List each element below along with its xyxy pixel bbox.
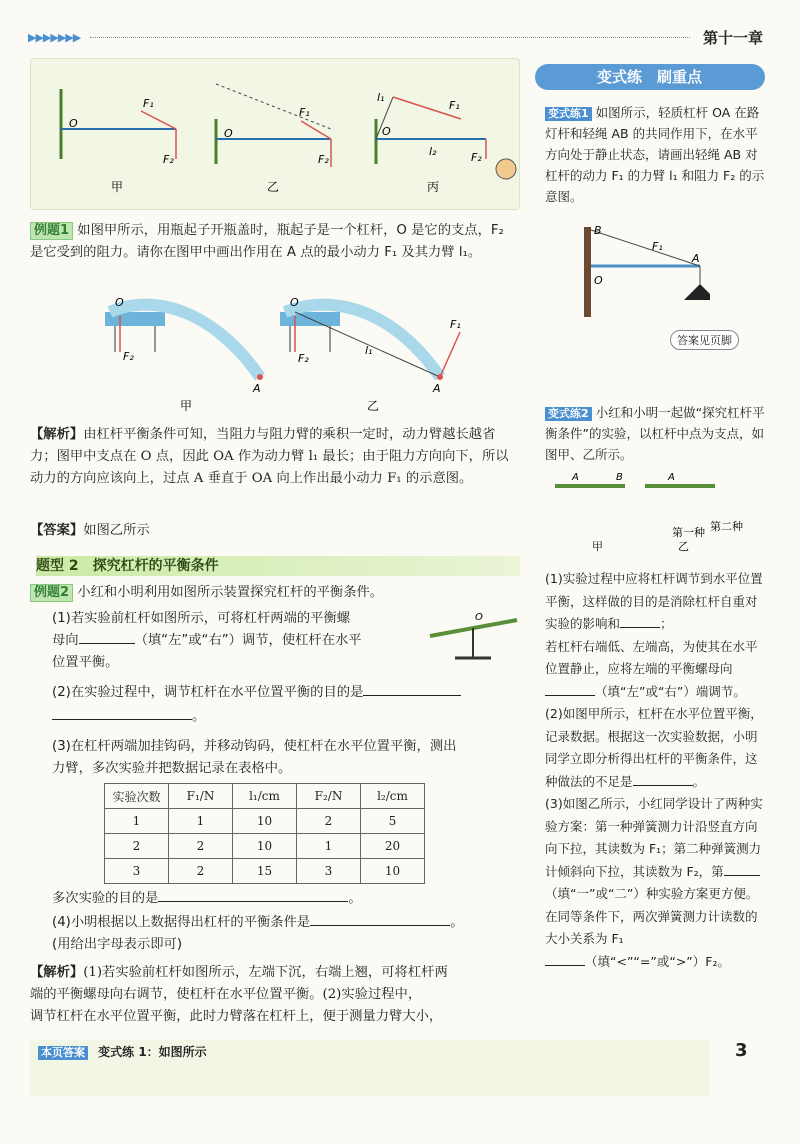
example-tag: 例题1 (30, 222, 73, 240)
answer-blank-3[interactable] (158, 901, 348, 902)
page-answer-tag: 本页答案 (38, 1046, 88, 1060)
svg-text:F₁: F₁ (450, 318, 461, 331)
fig-label-jia: 甲 (111, 180, 124, 194)
answer-blank-1[interactable] (79, 643, 135, 644)
svg-text:B: B (594, 224, 602, 237)
variant-2-questions: (1)实验过程中应将杠杆调节到水平位置平衡，这样做的目的是消除杠杆自重对实验的影响和 ； 若杠杆右端低、左端高，为使其在水平位置静止，应将左端的平衡螺母向 （填“左”或“右”）端调节。 (2)如图甲所示，杠杆在水平位置平衡，记录数据。根据这一次实验数据，小明同学立即分析得出杠杆的平衡条件，这种做法的不足是 。 (3)如图乙所示，小红同学设计了两种实验方案：第一种弹簧测力计沿竖直方向向下拉，其读数为 F₁；第二种弹簧测力计倾斜向下拉，其读数为 F₂，第（填“一”或“二”）种实验方案更方便。在同等条件下，两次弹簧测力计读数的大小关系为 F₁ （填“<”“=”或“>”）F₂。 (545, 571, 763, 969)
svg-text:甲: 甲 (592, 540, 603, 553)
fig-f2-label-3: F₂ (471, 151, 482, 164)
see-answer-button[interactable]: 答案见页脚 (670, 330, 739, 350)
variant-tag-1: 变式练1 (545, 107, 592, 121)
answer-1: 【答案】如图乙所示 (30, 523, 150, 538)
variant-blank-1[interactable] (620, 627, 660, 628)
analysis-1 (30, 424, 520, 490)
example-tag-2: 例题2 (30, 584, 73, 602)
fig-f1-label-3: F₁ (449, 99, 460, 112)
lever-figure-svg (31, 59, 519, 209)
svg-text:F₂: F₂ (123, 350, 134, 363)
header-arrows: ▶▶▶▶▶▶▶ (28, 31, 81, 44)
question-2-cont: 。 (52, 706, 205, 728)
svg-text:F₂: F₂ (298, 352, 309, 365)
answer-tag: 【答案】 (30, 523, 84, 538)
question-3-purpose: 多次实验的目的是 。 (52, 891, 362, 906)
svg-text:O: O (290, 296, 299, 309)
svg-text:第一种: 第一种 (672, 526, 705, 539)
variant-1: 变式练1 如图所示，轻质杠杆 OA 在路灯杆和轻绳 AB 的共同作用下，在水平方向处于静止状态，请画出轻绳 AB 对杠杆的动力 F₁ 的力臂 l₁ 和阻力 F₂ 的示意图。 (545, 105, 765, 204)
svg-text:A: A (572, 472, 579, 483)
fig-label-bing: 丙 (427, 180, 440, 194)
svg-text:A: A (253, 382, 261, 395)
variant-2: 变式练2 小红和小明一起做“探究杠杆平衡条件”的实验，以杠杆中点为支点，如图甲、乙所示。 (545, 405, 765, 462)
example-2: 例题2 小红和小明利用如图所示装置探究杠杆的平衡条件。 (30, 582, 520, 604)
variant-blank-5[interactable] (545, 965, 585, 966)
fig-f2-label-2: F₂ (318, 153, 329, 166)
variant-blank-4[interactable] (724, 875, 760, 876)
example-1 (30, 220, 520, 264)
svg-text:乙: 乙 (678, 540, 689, 553)
fig-o-label-2: O (224, 127, 233, 140)
svg-text:乙: 乙 (367, 399, 380, 413)
section-title-type2: 题型 2 探究杠杆的平衡条件 (36, 556, 520, 576)
fig-l2-label: l₂ (429, 145, 437, 158)
fig-f2-label: F₂ (163, 153, 174, 166)
fig-o-label-3: O (382, 125, 391, 138)
fig-l1-label: l₁ (377, 91, 385, 104)
svg-text:F₁: F₁ (652, 240, 663, 253)
svg-text:O: O (115, 296, 124, 309)
answer-blank-4[interactable] (310, 925, 450, 926)
table-row: 2 2 10 1 20 (105, 834, 425, 859)
example-1-text: 如图甲所示，用瓶起子开瓶盖时，瓶起子是一个杠杆，O 是它的支点，F₂ 是它受到的阻力。请你在图甲中画出作用在 A 点的最小动力 F₁ 及其力臂 l₁。 (30, 223, 504, 260)
table-row: 1 1 10 2 5 (105, 809, 425, 834)
data-table: 实验次数 F₁/N l₁/cm F₂/N l₂/cm 1 1 10 2 5 2 2 10 1 20 3 2 15 3 10 (104, 783, 425, 884)
variant-tag-2: 变式练2 (545, 407, 592, 421)
svg-text:B: B (616, 472, 623, 483)
variant-practice-title: 变式练 刷重点 (535, 64, 765, 90)
lever-figure-top (30, 58, 520, 210)
lever-stand-figure (425, 608, 520, 663)
header-divider (90, 37, 690, 38)
fig-f1-label: F₁ (143, 97, 154, 110)
analysis-1-text: 由杠杆平衡条件可知，当阻力与阻力臂的乘积一定时，动力臂越长越省力；图甲中支点在 O 点，因此 OA 作为动力臂 l₁ 最长；由于阻力方向向下，所以动力的方向应该向上，过点 A 垂直于 OA 向上作出最小动力 F₁ 的示意图。 (30, 427, 509, 486)
svg-text:O: O (475, 612, 483, 623)
fig-label-yi: 乙 (267, 180, 280, 194)
svg-text:A: A (692, 252, 700, 265)
svg-text:第二种: 第二种 (710, 520, 743, 533)
svg-text:A: A (433, 382, 441, 395)
svg-text:l₁: l₁ (365, 344, 373, 357)
question-4: (4)小明根据以上数据得出杠杆的平衡条件是 。 (用给出字母表示即可) (52, 915, 464, 952)
svg-text:A: A (668, 472, 675, 483)
fig-o-label: O (69, 117, 78, 130)
page-answer-bar: 本页答案 变式练 1：如图所示 (30, 1040, 710, 1096)
variant-blank-2[interactable] (545, 695, 595, 696)
answer-blank-2[interactable] (363, 695, 461, 696)
answer-blank-2b[interactable] (52, 719, 192, 720)
question-1: (1)若实验前杠杆如图所示，可将杠杆两端的平衡螺 母向 （填“左”或“右”）调节，使杠杆在水平 位置平衡。 (52, 611, 362, 670)
analysis-tag: 【解析】 (30, 427, 84, 442)
table-row: 3 2 15 3 10 (105, 859, 425, 884)
variant-blank-3[interactable] (633, 785, 693, 786)
chapter-title: 第十一章 (703, 29, 764, 47)
fig-f1-label-2: F₁ (299, 106, 310, 119)
question-3: (3)在杠杆两端加挂钩码，并移动钩码，使杠杆在水平位置平衡，测出 力臂，多次实验并把数据记录在表格中。 (52, 739, 457, 776)
bottle-opener-figure (95, 292, 515, 414)
svg-text:甲: 甲 (180, 399, 193, 413)
lever-experiment-figure (550, 470, 765, 555)
question-2: (2)在实验过程中，调节杠杆在水平位置平衡的目的是 (52, 682, 522, 704)
analysis-2: 【解析】(1)若实验前杠杆如图所示，左端下沉，右端上翘，可将杠杆两 端的平衡螺母向右调节，使杠杆在水平位置平衡。(2)实验过程中， 调节杠杆在水平位置平衡，此时力臂落在杠杆上，便于测量力臂大小， (30, 965, 448, 1024)
svg-text:O: O (594, 274, 603, 287)
streetlamp-figure (580, 222, 710, 320)
page-number: 3 (735, 1040, 748, 1061)
